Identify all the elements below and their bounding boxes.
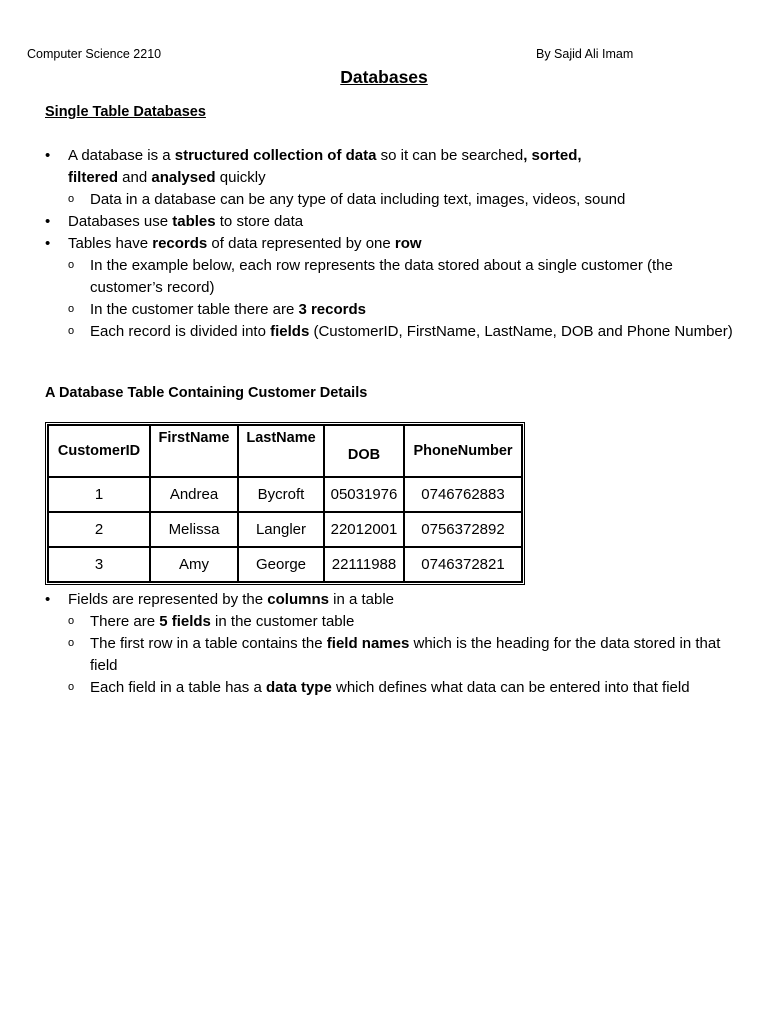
column-header: FirstName	[150, 425, 238, 477]
bold-text: analysed	[151, 169, 216, 186]
table-cell: 22111988	[324, 547, 404, 582]
bold-text: tables	[172, 213, 216, 230]
text: quickly	[215, 169, 266, 186]
table-cell: Amy	[150, 547, 238, 582]
sub-bullet-field-names	[45, 633, 745, 677]
text: Fields are represented by the	[68, 591, 268, 608]
table-cell: Bycroft	[238, 477, 324, 512]
column-header: DOB	[324, 425, 404, 477]
text: In the customer table there are	[90, 301, 299, 318]
fields-bullet-list	[45, 589, 745, 699]
text: which is the heading for the data stored in that field	[90, 635, 721, 674]
table-row	[48, 547, 522, 582]
table-cell: 22012001	[324, 512, 404, 547]
text: Each field in a table has a	[90, 679, 266, 696]
table-cell: 05031976	[324, 477, 404, 512]
table-row	[48, 512, 522, 547]
text: (CustomerID, FirstName, LastName, DOB and Phone Number)	[309, 323, 733, 340]
bullet-database-definition	[45, 145, 745, 189]
table-cell: 2	[48, 512, 150, 547]
bold-text: 3 records	[298, 301, 366, 318]
bold-text: columns	[267, 591, 329, 608]
sub-bullet-row-example: o In the example below, each row represents the data stored about a single customer (the customer’s record)	[45, 255, 745, 299]
sub-bullet-data-types: o Data in a database can be any type of data including text, images, videos, sound	[45, 189, 745, 211]
text: Tables have	[68, 235, 153, 252]
table-cell: 0746762883	[404, 477, 522, 512]
table-cell: Melissa	[150, 512, 238, 547]
text: so it can be searched	[376, 147, 524, 164]
text: The first row in a table contains the	[90, 635, 327, 652]
column-header: LastName	[238, 425, 324, 477]
text: in the customer table	[210, 613, 355, 630]
text: There are	[90, 613, 160, 630]
bold-text: filtered	[68, 169, 119, 186]
table-header-row	[48, 425, 522, 477]
table-cell: 3	[48, 547, 150, 582]
bold-text: structured collection of data	[174, 147, 377, 164]
table-cell: Andrea	[150, 477, 238, 512]
sub-bullet-data-type	[45, 677, 745, 699]
bullet-records	[45, 233, 745, 255]
table-heading: A Database Table Containing Customer Details	[45, 385, 368, 401]
header-author: By Sajid Ali Imam	[536, 47, 634, 61]
bold-text: fields	[270, 323, 310, 340]
bold-text: , sorted,	[523, 147, 582, 164]
section-heading: Single Table Databases	[45, 104, 206, 120]
bold-text: row	[394, 235, 422, 252]
header-course: Computer Science 2210	[27, 47, 162, 61]
table-cell: 1	[48, 477, 150, 512]
page-title: Databases	[340, 67, 428, 87]
bold-text: 5 fields	[159, 613, 211, 630]
sub-bullet-record-count	[45, 299, 745, 321]
text: Databases use	[68, 213, 173, 230]
sub-bullet-fields	[45, 321, 745, 343]
text: in a table	[328, 591, 395, 608]
text: which defines what data can be entered into that field	[331, 679, 690, 696]
text: of data represented by one	[207, 235, 395, 252]
text: Each record is divided into	[90, 323, 271, 340]
text: to store data	[215, 213, 304, 230]
text: A database is a	[68, 147, 175, 164]
table-row	[48, 477, 522, 512]
text: and	[118, 169, 152, 186]
table-cell: 0746372821	[404, 547, 522, 582]
sub-bullet-field-count	[45, 611, 745, 633]
bold-text: records	[152, 235, 208, 252]
bold-text: field names	[326, 635, 410, 652]
customer-table	[45, 422, 525, 585]
bullet-columns	[45, 589, 745, 611]
intro-bullet-list	[45, 145, 745, 343]
table-cell: Langler	[238, 512, 324, 547]
column-header: CustomerID	[48, 425, 150, 477]
table-cell: 0756372892	[404, 512, 522, 547]
column-header: PhoneNumber	[404, 425, 522, 477]
bold-text: data type	[265, 679, 332, 696]
table-cell: George	[238, 547, 324, 582]
bullet-tables	[45, 211, 745, 233]
